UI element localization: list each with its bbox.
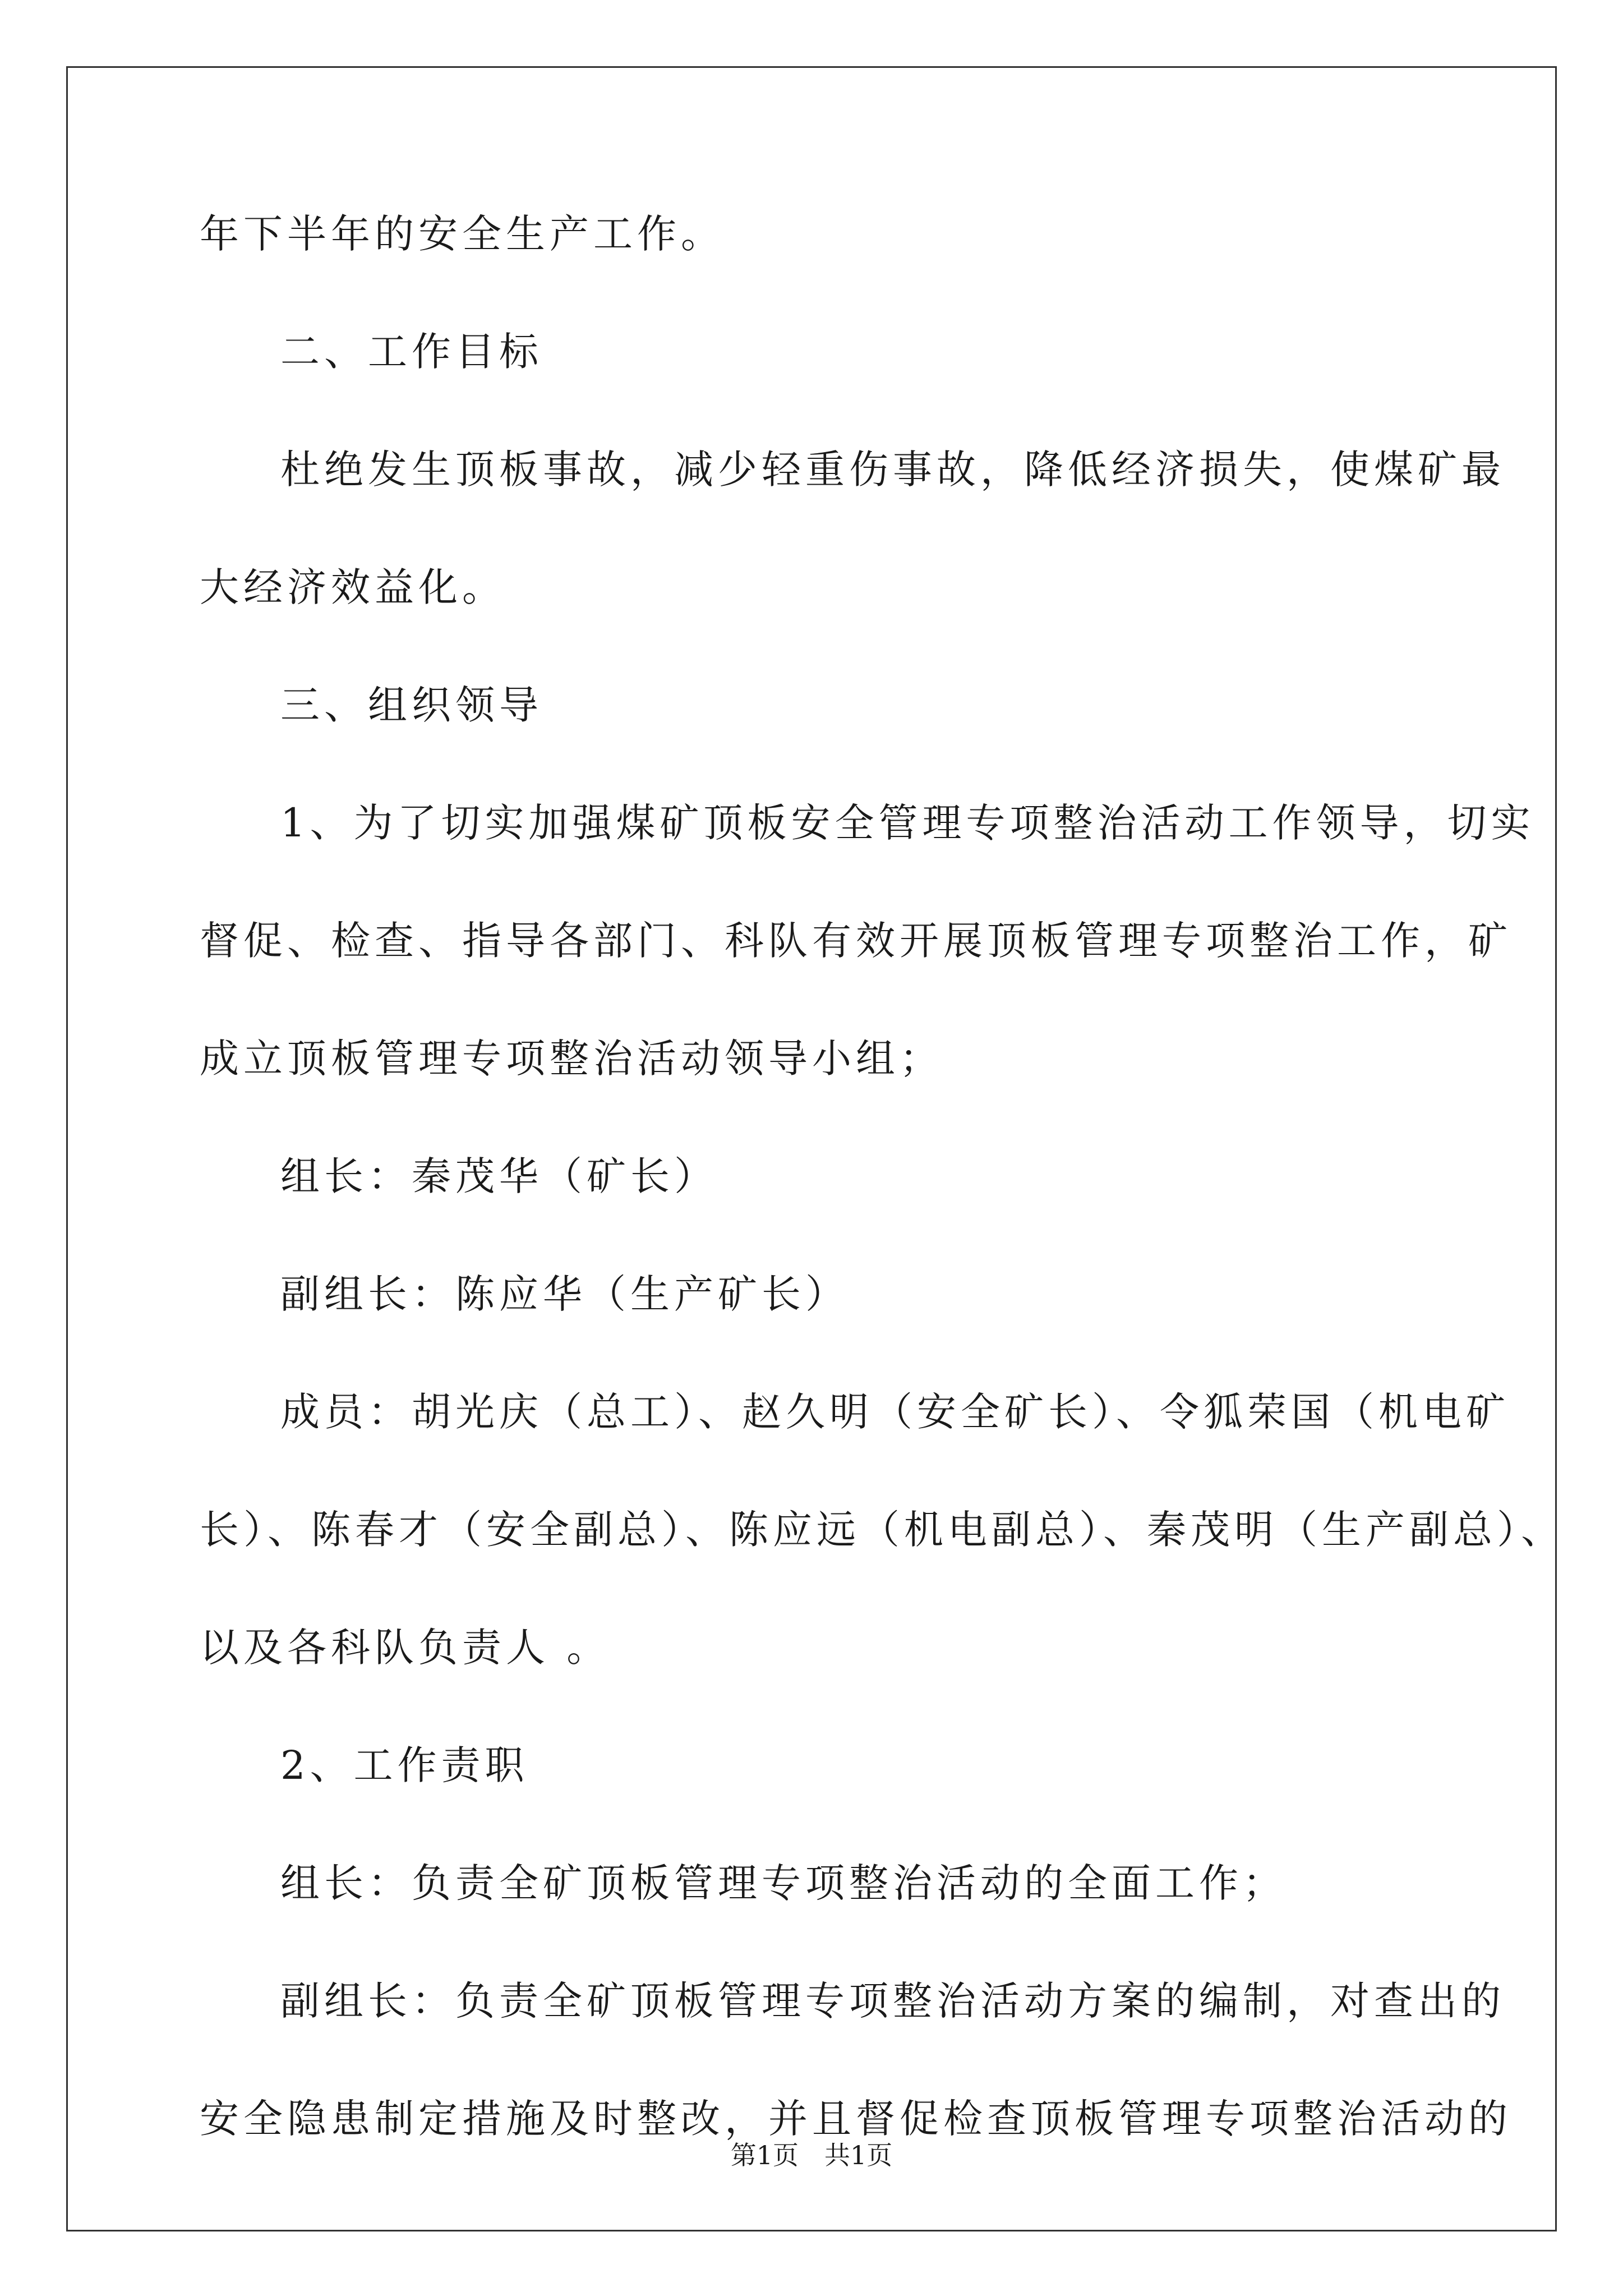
text-line: 以及各科队负责人 。	[200, 1625, 611, 1671]
text-line: 副组长：陈应华（生产矿长）	[280, 1271, 849, 1317]
text-line: 1、为了切实加强煤矿顶板安全管理专项整治活动工作领导，切实	[280, 800, 1535, 846]
page-footer: 第1页 共1页	[730, 2140, 893, 2170]
text-line: 组长：秦茂华（矿长）	[280, 1153, 718, 1199]
section-heading: 二、工作目标	[280, 329, 543, 375]
text-line: 安全隐患制定措施及时整改，并且督促检查顶板管理专项整治活动的	[200, 2096, 1512, 2142]
text-line: 长）、陈春才（安全副总）、陈应远（机电副总）、秦茂明（生产副总）、	[200, 1507, 1565, 1553]
section-heading: 三、组织领导	[280, 682, 543, 728]
section-heading: 2、工作责职	[280, 1742, 529, 1788]
text-line: 副组长：负责全矿顶板管理专项整治活动方案的编制，对查出的	[280, 1978, 1505, 2024]
text-line: 组长：负责全矿顶板管理专项整治活动的全面工作；	[280, 1860, 1287, 1906]
text-line: 年下半年的安全生产工作。	[200, 211, 725, 257]
text-line: 督促、检查、指导各部门、科队有效开展顶板管理专项整治工作，矿	[200, 918, 1512, 964]
text-line: 大经济效益化。	[200, 564, 506, 610]
text-line: 成员：胡光庆（总工）、赵久明（安全矿长）、令狐荣国（机电矿	[280, 1389, 1510, 1435]
text-line: 成立顶板管理专项整治活动领导小组；	[200, 1036, 943, 1082]
text-line: 杜绝发生顶板事故，减少轻重伤事故，降低经济损失，使煤矿最	[280, 447, 1505, 493]
